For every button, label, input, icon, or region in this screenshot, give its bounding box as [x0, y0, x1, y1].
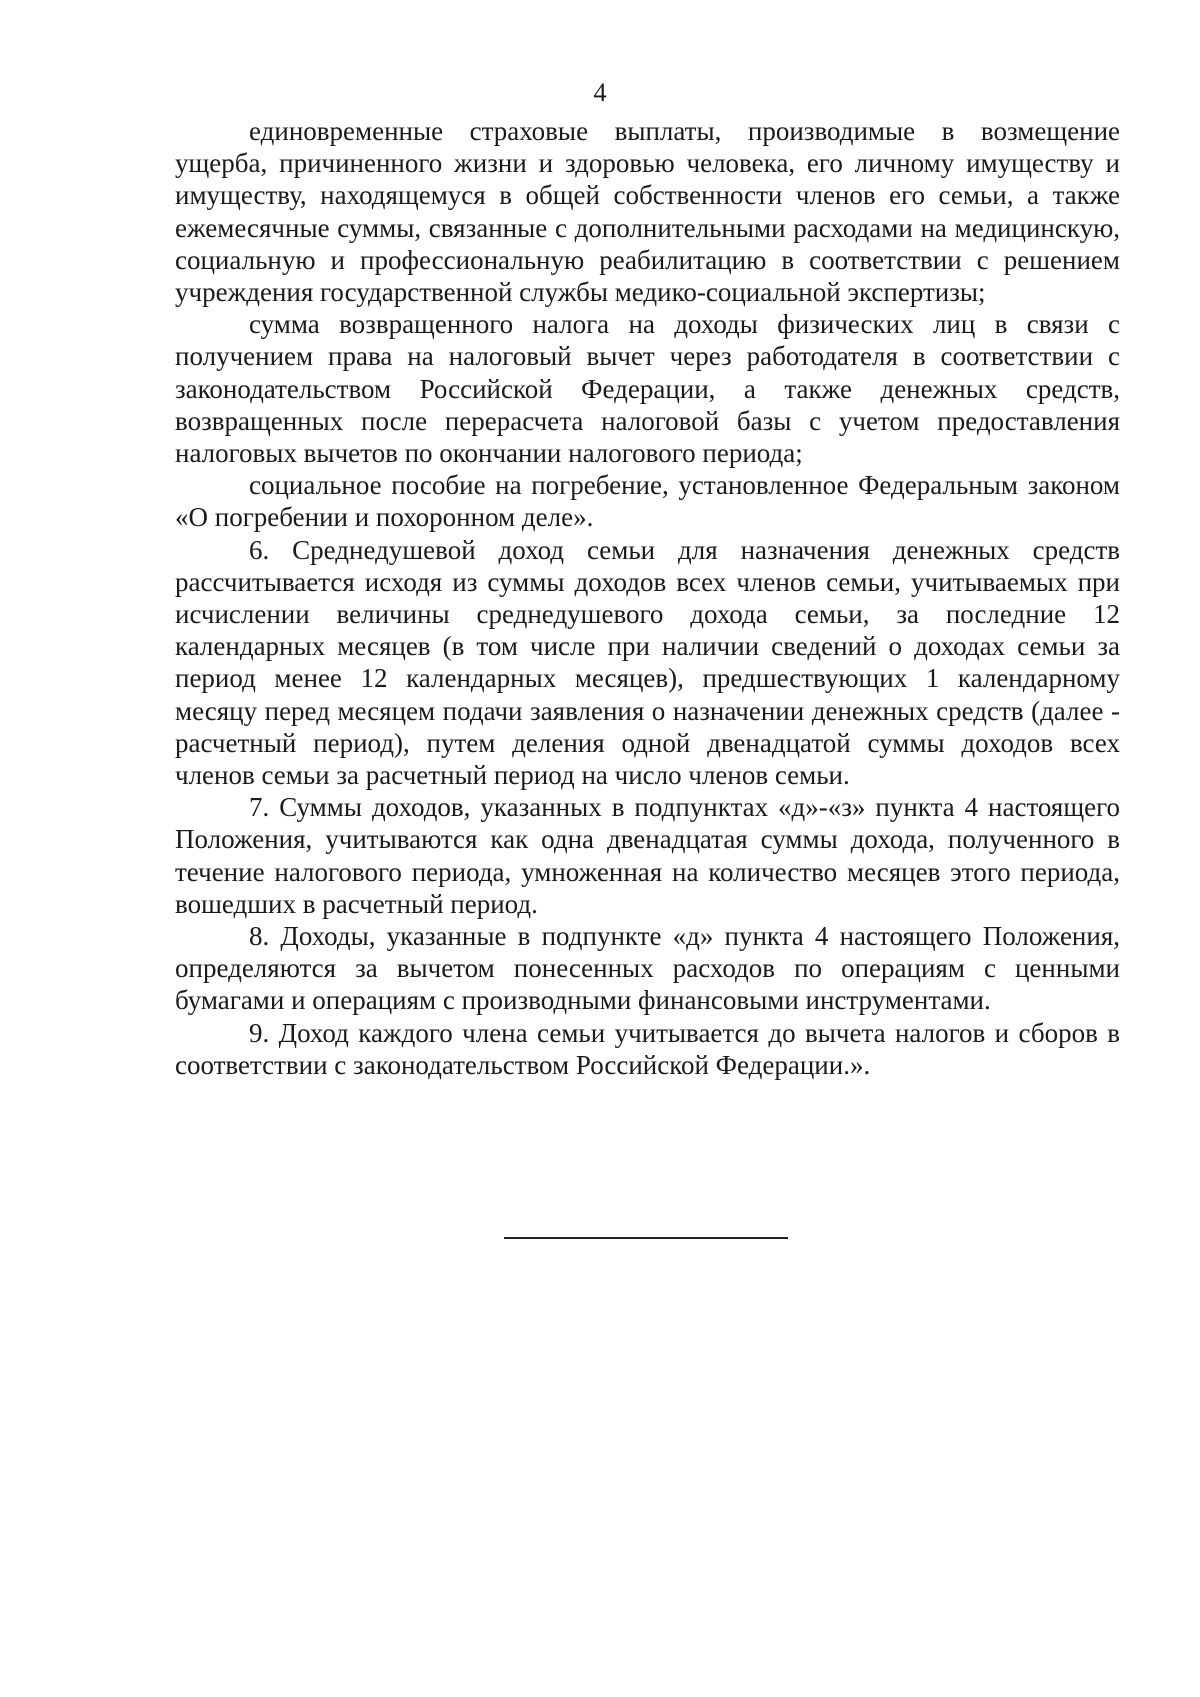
paragraph-item-9: 9. Доход каждого члена семьи учитывается до вычета налогов и сборов в соответствии с законодательством Российской Федерации.». [175, 1017, 1120, 1080]
paragraph-returned-tax: сумма возвращенного налога на доходы физических лиц в связи с получением права на налоговый вычет через работодателя в соответствии с законодательством Российской Федерации, а также денежных средств, возвращенных после перерасчета налоговой базы с учетом предоставления налоговых вычетов по окончании налогового периода; [175, 309, 1120, 469]
paragraph-insurance-payments: единовременные страховые выплаты, производимые в возмещение ущерба, причиненного жизни и здоровью человека, его личному имуществу и имуществу, находящемуся в общей собственности членов его семьи, а также ежемесячные суммы, связанные с дополнительными расходами на медицинскую, социальную и профессиональную реабилитацию в соответствии с решением учреждения государственной службы медико-социальной экспертизы; [175, 116, 1120, 308]
paragraph-burial-allowance: социальное пособие на погребение, установленное Федеральным законом «О погребении и похоронном деле». [175, 470, 1120, 533]
paragraph-item-8: 8. Доходы, указанные в подпункте «д» пункта 4 настоящего Положения, определяются за вычетом понесенных расходов по операциям с ценными бумагами и операциям с производными финансовыми инструментами. [175, 921, 1120, 1016]
document-body [175, 115, 1120, 1081]
paragraph-item-7: 7. Суммы доходов, указанных в подпунктах «д»-«з» пункта 4 настоящего Положения, учитываются как одна двенадцатая суммы дохода, полученного в течение налогового периода, умноженная на количество месяцев этого периода, вошедших в расчетный период. [175, 792, 1120, 919]
paragraph-item-6: 6. Среднедушевой доход семьи для назначения денежных средств рассчитывается исходя из суммы доходов всех членов семьи, учитываемых при исчислении величины среднедушевого дохода семьи, за последние 12 календарных месяцев (в том числе при наличии сведений о доходах семьи за период менее 12 календарных месяцев), предшествующих 1 календарному месяцу перед месяцем подачи заявления о назначении денежных средств (далее - расчетный период), путем деления одной двенадцатой суммы доходов всех членов семьи за расчетный период на число членов семьи. [175, 534, 1120, 791]
end-of-document-rule [504, 1237, 788, 1239]
page-number: 4 [593, 78, 607, 107]
